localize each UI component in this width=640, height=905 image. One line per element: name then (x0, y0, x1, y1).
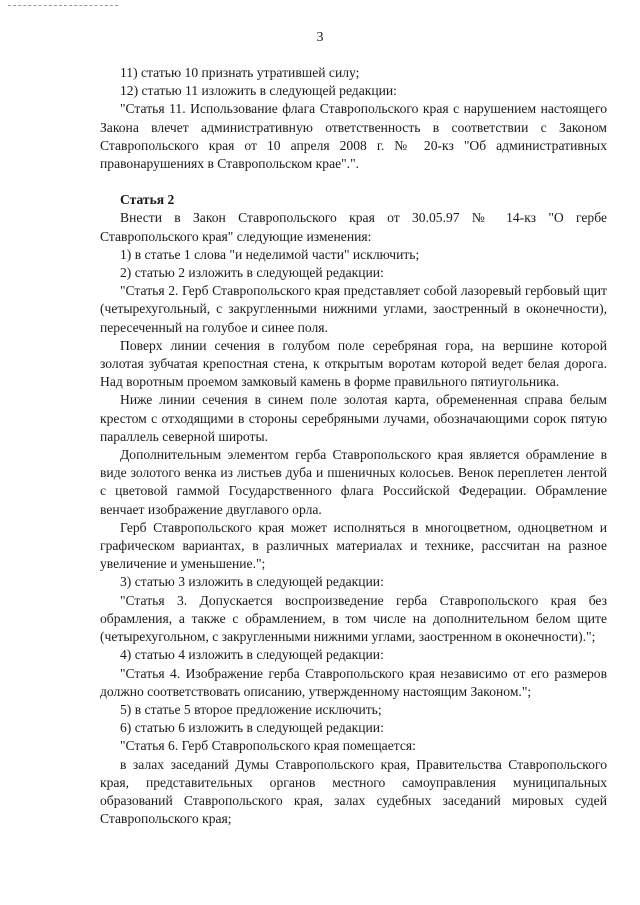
paragraph: 5) в статье 5 второе предложение исключить; (120, 701, 382, 717)
paragraph: 6) статью 6 изложить в следующей редакции: (120, 720, 384, 736)
paragraph: "Статья 4. Изображение герба Ставропольского края независимо от его размеров должно соответствовать описанию, утвержденному настоящим Законом."; (100, 665, 607, 699)
scan-artifact-line (8, 5, 118, 7)
paragraph: 1) в статье 1 слова "и неделимой части" исключить; (120, 246, 420, 262)
paragraph: Герб Ставропольского края может исполняться в многоцветном, одноцветном и графическом вариантах, в различных материалах и технике, рассчитан на разное увеличение и уменьшение."; (100, 519, 607, 572)
document-body (100, 64, 607, 828)
paragraph: 12) статью 11 изложить в следующей редакции: (120, 83, 397, 99)
paragraph: 11) статью 10 признать утратившей силу; (120, 65, 360, 80)
paragraph: Дополнительным элементом герба Ставропольского края является обрамление в виде золотого венка из листьев дуба и пшеничных колосьев. Венок переплетен лентой с цветовой гаммой Государственного флага Российской Федерации. Обрамление венчает изображение двуглавого орла. (100, 447, 607, 517)
paragraph: Ниже линии сечения в синем поле золотая карта, обремененная справа белым крестом с отходящими в стороны серебряными лучами, обозначающими сорок пятую параллель северной широты. (100, 392, 607, 444)
paragraph: 3) статью 3 изложить в следующей редакции: (120, 574, 384, 590)
paragraph: "Статья 6. Герб Ставропольского края помещается: (120, 738, 416, 754)
paragraph: "Статья 11. Использование флага Ставропольского края с нарушением настоящего Закона влечет административную ответственность в соответствии с Законом Ставропольского края от 10 апреля 2008 г. № 20-кз "Об административных правонарушениях в Ставропольском крае".". (100, 101, 607, 172)
paragraph: в залах заседаний Думы Ставропольского края, Правительства Ставропольского края, представительных органов местного самоуправления муниципальных образований Ставропольского края, залах судебных заседаний мировых судей Ставропольского края; (100, 756, 607, 827)
section-gap (100, 173, 607, 191)
article-heading: Статья 2 (120, 192, 175, 208)
page-number: 3 (316, 30, 324, 45)
paragraph: "Статья 3. Допускается воспроизведение герба Ставропольского края без обрамления, а также с обрамлением, в том числе на дополнительном белом щите (четырехугольном, с закругленными нижними углами, заостренном в оконечности)."; (100, 592, 607, 645)
paragraph: 4) статью 4 изложить в следующей редакции: (120, 647, 384, 663)
paragraph: 2) статью 2 изложить в следующей редакции: (120, 265, 384, 281)
paragraph: Поверх линии сечения в голубом поле серебряная гора, на вершине которой золотая зубчатая крепостная стена, к открытым воротам которой ведет белая дорога. Над воротным проемом замковый камень в форме правильного пятиугольника. (100, 337, 607, 390)
paragraph: Внести в Закон Ставропольского края от 30.05.97 № 14-кз "О гербе Ставропольского края" следующие изменения: (100, 210, 607, 244)
paragraph: "Статья 2. Герб Ставропольского края представляет собой лазоревый гербовый щит (четырехугольный, с закругленными нижними углами, заостренный в оконечности), пересеченный на голубое и синее поля. (100, 283, 607, 335)
